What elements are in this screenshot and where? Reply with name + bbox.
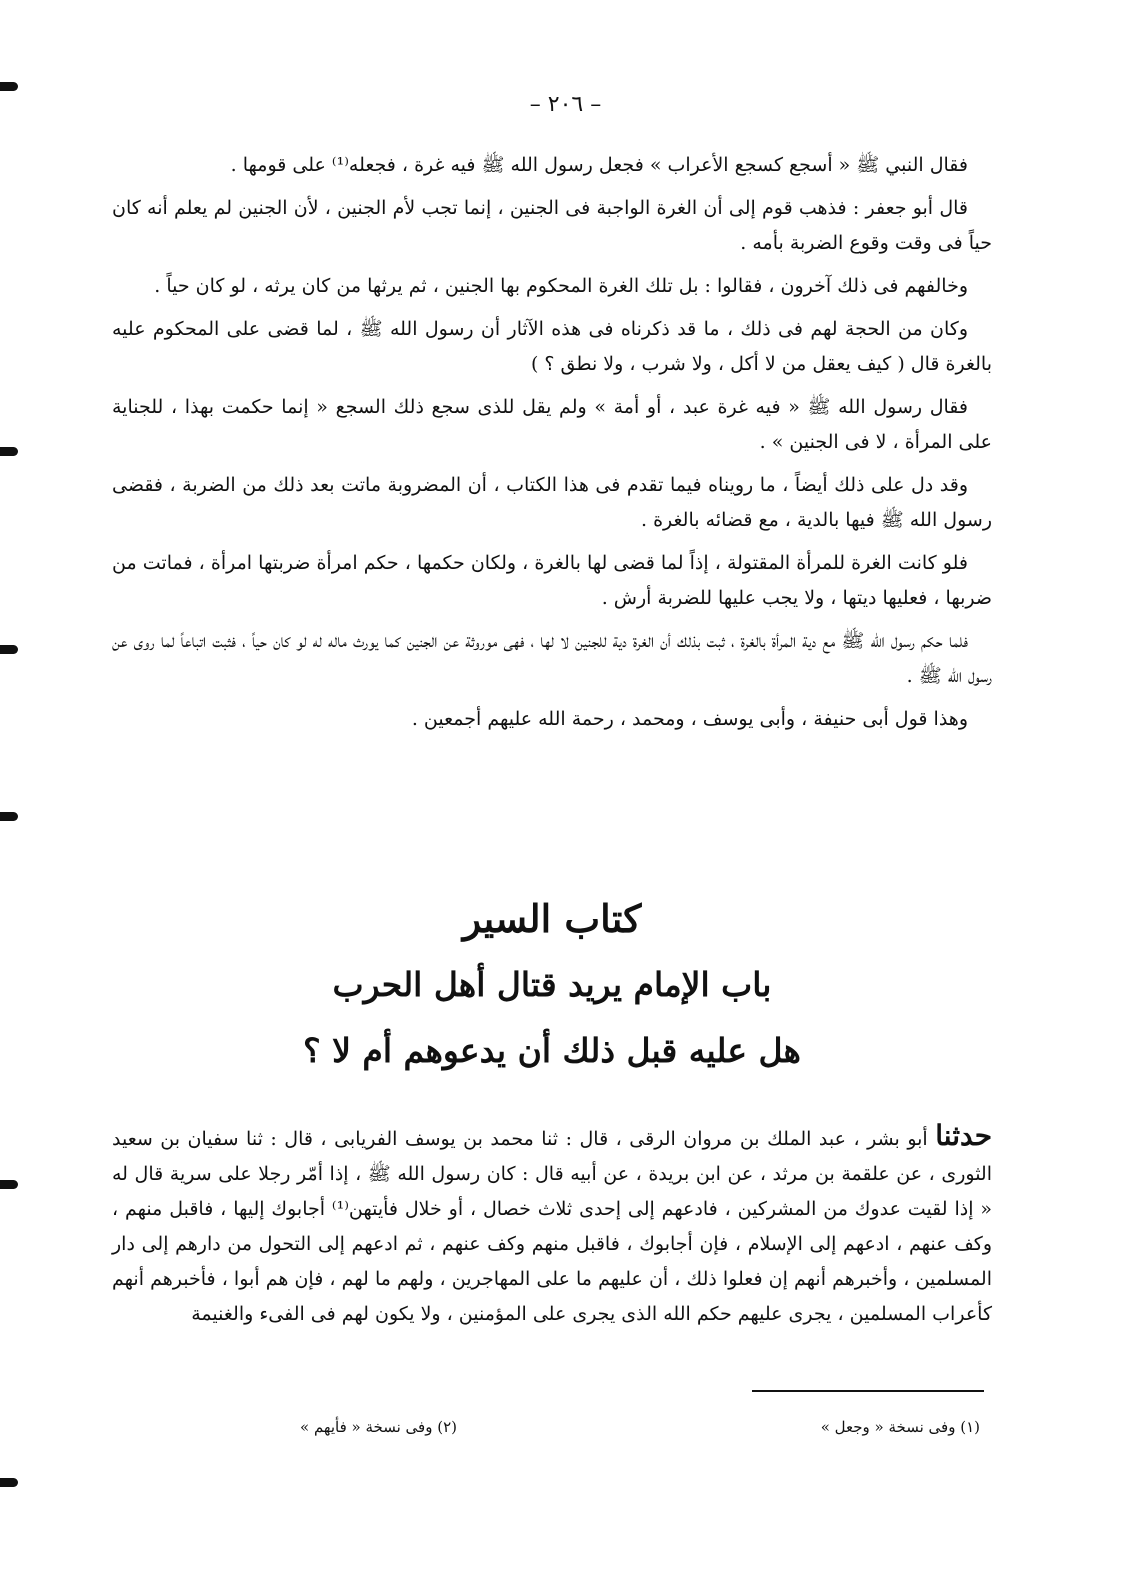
paragraph: فقال رسول الله ﷺ « فيه غرة عبد ، أو أمة » ولم يقل للذى سجع ذلك السجع « إنما حكمت بهذا ، للجناية على المرأة ، لا فى الجنين » .: [112, 396, 992, 453]
paragraph: وقد دل على ذلك أيضاً ، ما رويناه فيما تقدم فى هذا الكتاب ، أن المضروبة ماتت بعد ذلك من الضربة ، فقضى رسول الله ﷺ فيها بالدية ، مع قضائه بالغرة .: [112, 474, 992, 531]
chapter-title: باب الإمام يريد قتال أهل الحرب: [332, 965, 772, 1004]
body-text-bottom: [112, 1118, 992, 1340]
binding-mark: [0, 447, 18, 456]
page-number: – ٢٠٦ –: [529, 92, 602, 117]
binding-mark: [0, 812, 18, 821]
hadith-paragraph: [112, 1118, 992, 1332]
paragraph: وهذا قول أبى حنيفة ، وأبى يوسف ، ومحمد ، رحمة الله عليهم أجمعين .: [411, 708, 968, 730]
binding-mark: [0, 1180, 18, 1189]
binding-mark: [0, 82, 18, 91]
footnote-divider: [752, 1390, 984, 1392]
hadith-text: أبو بشر ، عبد الملك بن مروان الرقى ، قال : ثنا محمد بن يوسف الفريابى ، قال : ثنا سفيان بن سعيد الثورى ، عن علقمة بن مرثد ، عن ابن بريدة ، عن أبيه قال : كان رسول الله ﷺ ، إذا أمّر رجلا على سرية قال له « إذا لقيت عدوك من المشركين ، فادعهم إلى إحدى ثلاث خصال ، أو خلال فأيتهن⁽¹⁾ أجابوك إليها ، فاقبل منهم ، وكف عنهم ، ادعهم إلى الإسلام ، فإن أجابوك ، فاقبل منهم وكف عنهم ، ثم ادعهم إلى التحول من دارهم إلى دار المسلمين ، وأخبرهم أنهم إن فعلوا ذلك ، أن عليهم ما على المهاجرين ، ولهم ما لهم ، فإن هم أبوا ، فأخبرهم أنهم كأعراب المسلمين ، يجرى عليهم حكم الله الذى يجرى على المؤمنين ، ولا يكون لهم فى الفىء والغنيمة: [112, 1128, 993, 1325]
paragraph: فلما حكم رسول الله ﷺ مع دية المرأة بالغرة ، ثبت بذلك أن الغرة دية للجنين لا لها ، فهى موروثة عن الجنين كما يورث ماله له لو كان حياً ، فثبت اتباعاً لما روى عن رسول الله ﷺ .: [112, 630, 992, 687]
body-text-top: [112, 148, 992, 745]
binding-mark: [0, 645, 18, 654]
paragraph: فلو كانت الغرة للمرأة المقتولة ، إذاً لما قضى لها بالغرة ، ولكان حكمها ، حكم امرأة ضربتها امرأة ، فماتت من ضربها ، فعليها ديتها ، ولا يجب عليها للضربة أرش .: [112, 552, 992, 609]
paragraph: وخالفهم فى ذلك آخرون ، فقالوا : بل تلك الغرة المحكوم بها الجنين ، ثم يرثها من كان يرثه ، لو كان حياً .: [154, 275, 968, 297]
footnote-2: (٢) وفى نسخة « فأيهم »: [300, 1418, 457, 1436]
section-headings: [112, 888, 992, 1082]
book-title: كتاب السير: [462, 896, 642, 941]
footnotes: [300, 1418, 980, 1436]
footnote-1: (١) وفى نسخة « وجعل »: [820, 1418, 980, 1436]
chapter-subtitle: هل عليه قبل ذلك أن يدعوهم أم لا ؟: [303, 1031, 801, 1070]
paragraph: قال أبو جعفر : فذهب قوم إلى أن الغرة الواجبة فى الجنين ، إنما تجب لأم الجنين ، لأن الجنين لم يعلم أنه كان حياً فى وقت وقوع الضربة بأمه .: [112, 197, 992, 254]
binding-mark: [0, 1478, 18, 1487]
lead-word: حدثنا: [935, 1119, 992, 1152]
paragraph: وكان من الحجة لهم فى ذلك ، ما قد ذكرناه فى هذه الآثار أن رسول الله ﷺ ، لما قضى على المحكوم عليه بالغرة قال ( كيف يعقل من لا أكل ، ولا شرب ، ولا نطق ؟ ): [112, 318, 992, 375]
paragraph: فقال النبي ﷺ « أسجع كسجع الأعراب » فجعل رسول الله ﷺ فيه غرة ، فجعله⁽¹⁾ على قومها .: [230, 154, 968, 176]
